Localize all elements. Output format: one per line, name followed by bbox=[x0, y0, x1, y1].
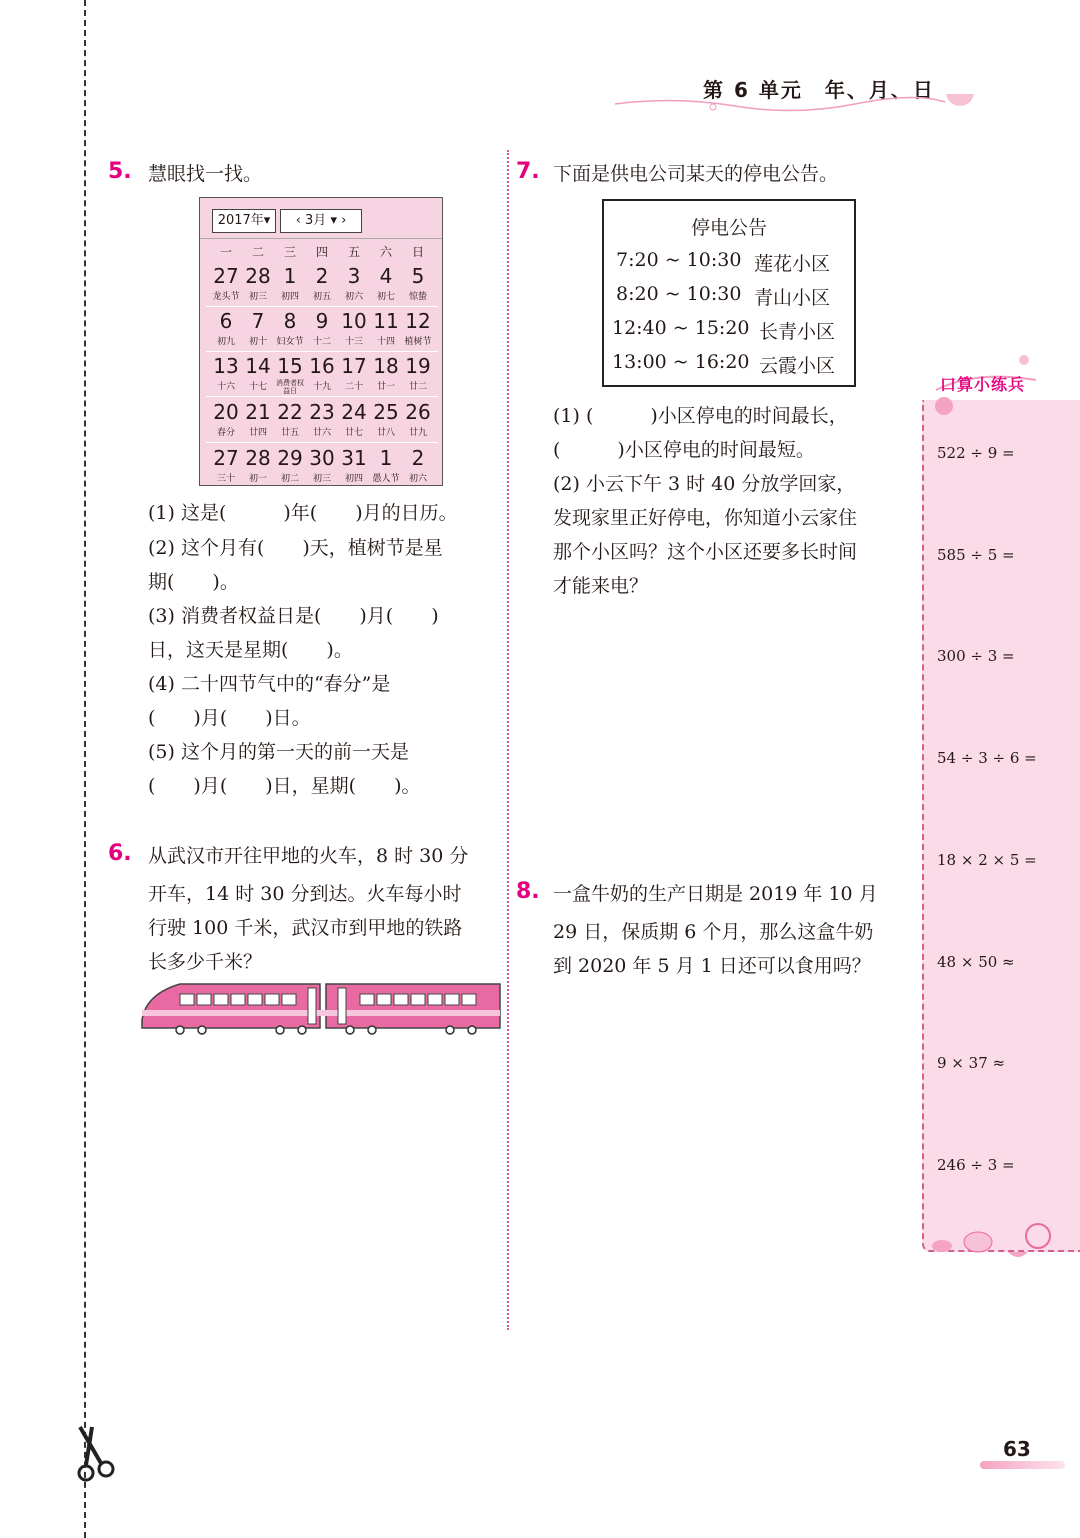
calendar-week-lunar bbox=[210, 471, 434, 484]
math-exercise: 9 × 37 ≈ bbox=[937, 1054, 1006, 1072]
calendar-row-divider bbox=[206, 351, 438, 352]
calendar-day[interactable]: 2 bbox=[411, 446, 425, 470]
notice-area: 莲花小区 bbox=[754, 253, 831, 275]
q5-title: 慧眼找一找。 bbox=[148, 163, 263, 185]
calendar-day[interactable]: 21 bbox=[245, 400, 271, 424]
shell-decoration bbox=[928, 1222, 1058, 1266]
q8-line: 29 日，保质期 6 个月，那么这盒牛奶 bbox=[553, 921, 874, 943]
calendar-week-days bbox=[210, 264, 434, 288]
calendar-row-divider bbox=[206, 396, 438, 397]
power-outage-notice bbox=[602, 199, 856, 387]
q8-number: 8. bbox=[516, 879, 540, 904]
weekday: 六 bbox=[379, 245, 392, 259]
q5-line: 期( )。 bbox=[148, 571, 239, 593]
calendar-lunar-label: 初七 bbox=[376, 292, 395, 302]
calendar-day[interactable]: 17 bbox=[341, 354, 367, 378]
calendar-day[interactable]: 28 bbox=[245, 446, 271, 470]
calendar-lunar-label: 初一 bbox=[248, 474, 267, 484]
weekday: 三 bbox=[283, 245, 296, 259]
weekday: 一 bbox=[219, 245, 232, 259]
header-decoration bbox=[615, 94, 985, 124]
calendar-day[interactable]: 26 bbox=[405, 400, 431, 424]
train-illustration bbox=[140, 980, 502, 1036]
calendar-day[interactable]: 15 bbox=[277, 354, 303, 378]
weekday: 四 bbox=[315, 245, 328, 259]
calendar-lunar-label: 十三 bbox=[344, 337, 363, 347]
q7-title: 下面是供电公司某天的停电公告。 bbox=[553, 163, 839, 185]
q5-line: (1) 这是( )年( )月的日历。 bbox=[148, 502, 458, 524]
q5-line: (3) 消费者权益日是( )月( ) bbox=[148, 605, 439, 627]
notice-time: 7:20 ~ 10:30 bbox=[616, 249, 742, 271]
calendar-lunar-label: 初三 bbox=[312, 474, 331, 484]
calendar-lunar-label: 初六 bbox=[408, 474, 427, 484]
calendar-lunar-label: 廿六 bbox=[312, 428, 331, 438]
calendar-day[interactable]: 10 bbox=[341, 309, 367, 333]
calendar-lunar-label: 初五 bbox=[312, 292, 331, 302]
calendar-day[interactable]: 19 bbox=[405, 354, 431, 378]
q6-line: 从武汉市开往甲地的火车，8 时 30 分 bbox=[148, 845, 469, 867]
q6-line: 行驶 100 千米，武汉市到甲地的铁路 bbox=[148, 917, 463, 939]
notice-title: 停电公告 bbox=[690, 217, 767, 239]
page-number-bar bbox=[980, 1461, 1065, 1469]
math-exercise: 18 × 2 × 5 = bbox=[937, 851, 1037, 869]
q5-line: 日，这天是星期( )。 bbox=[148, 639, 353, 661]
weekday: 日 bbox=[411, 245, 424, 259]
calendar-lunar-label: 廿一 bbox=[376, 382, 395, 392]
math-exercise: 54 ÷ 3 ÷ 6 = bbox=[937, 749, 1037, 767]
math-exercise: 585 ÷ 5 = bbox=[937, 546, 1015, 564]
math-exercise: 48 × 50 ≈ bbox=[937, 953, 1015, 971]
calendar-lunar-label: 初六 bbox=[344, 292, 363, 302]
calendar bbox=[199, 197, 443, 486]
calendar-lunar-label: 十九 bbox=[312, 382, 331, 392]
calendar-week-lunar bbox=[210, 425, 434, 438]
column-separator bbox=[507, 150, 509, 1330]
calendar-row-divider bbox=[206, 306, 438, 307]
math-exercise: 300 ÷ 3 = bbox=[937, 647, 1015, 665]
calendar-lunar-label: 妇女节 bbox=[276, 337, 304, 347]
month-select[interactable]: ‹ 3月 ▾ › bbox=[280, 209, 362, 233]
calendar-week-lunar bbox=[210, 334, 434, 347]
q5-line: ( )月( )日，星期( )。 bbox=[148, 775, 421, 797]
calendar-day[interactable]: 31 bbox=[341, 446, 367, 470]
calendar-lunar-label: 十七 bbox=[248, 382, 267, 392]
calendar-lunar-label: 廿七 bbox=[344, 428, 363, 438]
calendar-day[interactable]: 16 bbox=[309, 354, 335, 378]
calendar-day[interactable]: 13 bbox=[213, 354, 239, 378]
unit-header: 第 6 单元 年、月、日 bbox=[703, 78, 935, 102]
calendar-day[interactable]: 1 bbox=[379, 446, 393, 470]
calendar-day[interactable]: 9 bbox=[315, 309, 329, 333]
calendar-day[interactable]: 27 bbox=[213, 264, 239, 288]
calendar-lunar-label: 初九 bbox=[216, 337, 235, 347]
scissors-icon bbox=[72, 1425, 122, 1485]
calendar-day[interactable]: 23 bbox=[309, 400, 335, 424]
calendar-day[interactable]: 4 bbox=[379, 264, 393, 288]
calendar-lunar-label: 初十 bbox=[248, 337, 267, 347]
q7-line: 那个小区吗？这个小区还要多长时间 bbox=[553, 541, 858, 563]
calendar-lunar-label: 初四 bbox=[344, 474, 363, 484]
calendar-week-days bbox=[210, 309, 434, 333]
calendar-lunar-label: 廿八 bbox=[376, 428, 395, 438]
calendar-day[interactable]: 27 bbox=[213, 446, 239, 470]
q8-line: 一盒牛奶的生产日期是 2019 年 10 月 bbox=[553, 883, 878, 905]
q5-line: (2) 这个月有( )天，植树节是星 bbox=[148, 537, 443, 559]
calendar-day[interactable]: 28 bbox=[245, 264, 271, 288]
calendar-lunar-label: 愚人节 bbox=[372, 474, 400, 484]
calendar-lunar-label: 廿二 bbox=[408, 382, 427, 392]
calendar-day[interactable]: 8 bbox=[283, 309, 297, 333]
q7-line: (1) ( )小区停电的时间最长， bbox=[553, 405, 848, 427]
notice-area: 云霞小区 bbox=[759, 355, 836, 377]
calendar-lunar-label: 十二 bbox=[312, 337, 331, 347]
q5-line: (5) 这个月的第一天的前一天是 bbox=[148, 741, 409, 763]
calendar-day[interactable]: 25 bbox=[373, 400, 399, 424]
calendar-day[interactable]: 14 bbox=[245, 354, 271, 378]
math-exercise: 246 ÷ 3 = bbox=[937, 1156, 1015, 1174]
calendar-lunar-label: 廿五 bbox=[280, 428, 299, 438]
calendar-day[interactable]: 22 bbox=[277, 400, 303, 424]
notice-time: 8:20 ~ 10:30 bbox=[616, 283, 742, 305]
calendar-day[interactable]: 5 bbox=[411, 264, 425, 288]
weekday: 二 bbox=[251, 245, 264, 259]
q5-line: ( )月( )日。 bbox=[148, 707, 311, 729]
weekday-header bbox=[210, 243, 434, 260]
calendar-week-lunar bbox=[210, 289, 434, 302]
calendar-lunar-label: 消费者权益日 bbox=[276, 379, 304, 395]
calendar-lunar-label: 初三 bbox=[248, 292, 267, 302]
cut-line bbox=[84, 0, 86, 1538]
calendar-day[interactable]: 7 bbox=[251, 309, 265, 333]
mental-math-panel bbox=[922, 400, 1080, 1252]
calendar-row-divider bbox=[206, 442, 438, 443]
calendar-lunar-label: 十六 bbox=[216, 382, 235, 392]
calendar-day[interactable]: 24 bbox=[341, 400, 367, 424]
calendar-lunar-label: 初二 bbox=[280, 474, 299, 484]
calendar-day[interactable]: 11 bbox=[373, 309, 399, 333]
q6-line: 长多少千米？ bbox=[148, 951, 263, 973]
calendar-lunar-label: 二十 bbox=[344, 382, 363, 392]
calendar-lunar-label: 初四 bbox=[280, 292, 299, 302]
calendar-lunar-label: 十四 bbox=[376, 337, 395, 347]
calendar-lunar-label: 廿九 bbox=[408, 428, 427, 438]
year-select[interactable]: 2017年▾ bbox=[212, 209, 276, 233]
q7-line: 才能来电？ bbox=[553, 575, 649, 597]
q6-number: 6. bbox=[108, 841, 132, 866]
q6-line: 开车，14 时 30 分到达。火车每小时 bbox=[148, 883, 462, 905]
q7-line: 发现家里正好停电，你知道小云家住 bbox=[553, 507, 858, 529]
q8-line: 到 2020 年 5 月 1 日还可以食用吗？ bbox=[553, 955, 871, 977]
calendar-lunar-label: 惊蛰 bbox=[408, 292, 427, 302]
q5-number: 5. bbox=[108, 159, 132, 184]
calendar-lunar-label: 三十 bbox=[216, 474, 235, 484]
calendar-lunar-label: 廿四 bbox=[248, 428, 267, 438]
q5-line: (4) 二十四节气中的“春分”是 bbox=[148, 673, 391, 695]
notice-area: 长青小区 bbox=[759, 321, 836, 343]
page-number: 63 bbox=[1003, 1437, 1031, 1461]
notice-time: 12:40 ~ 15:20 bbox=[612, 317, 750, 339]
calendar-week-lunar bbox=[210, 379, 434, 395]
calendar-day[interactable]: 29 bbox=[277, 446, 303, 470]
notice-area: 青山小区 bbox=[754, 287, 831, 309]
q7-line: (2) 小云下午 3 时 40 分放学回家， bbox=[553, 473, 856, 495]
calendar-day[interactable]: 3 bbox=[347, 264, 361, 288]
calendar-week-days bbox=[210, 400, 434, 424]
calendar-day[interactable]: 18 bbox=[373, 354, 399, 378]
q7-number: 7. bbox=[516, 159, 540, 184]
calendar-lunar-label: 植树节 bbox=[404, 337, 432, 347]
mental-math-title: 口算小练兵 bbox=[940, 375, 1026, 394]
calendar-day[interactable]: 6 bbox=[219, 309, 233, 333]
math-exercise: 522 ÷ 9 = bbox=[937, 444, 1015, 462]
calendar-lunar-label: 春分 bbox=[216, 428, 235, 438]
calendar-day[interactable]: 12 bbox=[405, 309, 431, 333]
calendar-day[interactable]: 20 bbox=[213, 400, 239, 424]
weekday: 五 bbox=[347, 245, 360, 259]
calendar-lunar-label: 龙头节 bbox=[212, 292, 240, 302]
calendar-day[interactable]: 30 bbox=[309, 446, 335, 470]
calendar-day[interactable]: 1 bbox=[283, 264, 297, 288]
calendar-week-days bbox=[210, 354, 434, 378]
notice-time: 13:00 ~ 16:20 bbox=[612, 351, 750, 373]
q7-line: ( )小区停电的时间最短。 bbox=[553, 439, 815, 461]
calendar-day[interactable]: 2 bbox=[315, 264, 329, 288]
calendar-week-days bbox=[210, 446, 434, 470]
